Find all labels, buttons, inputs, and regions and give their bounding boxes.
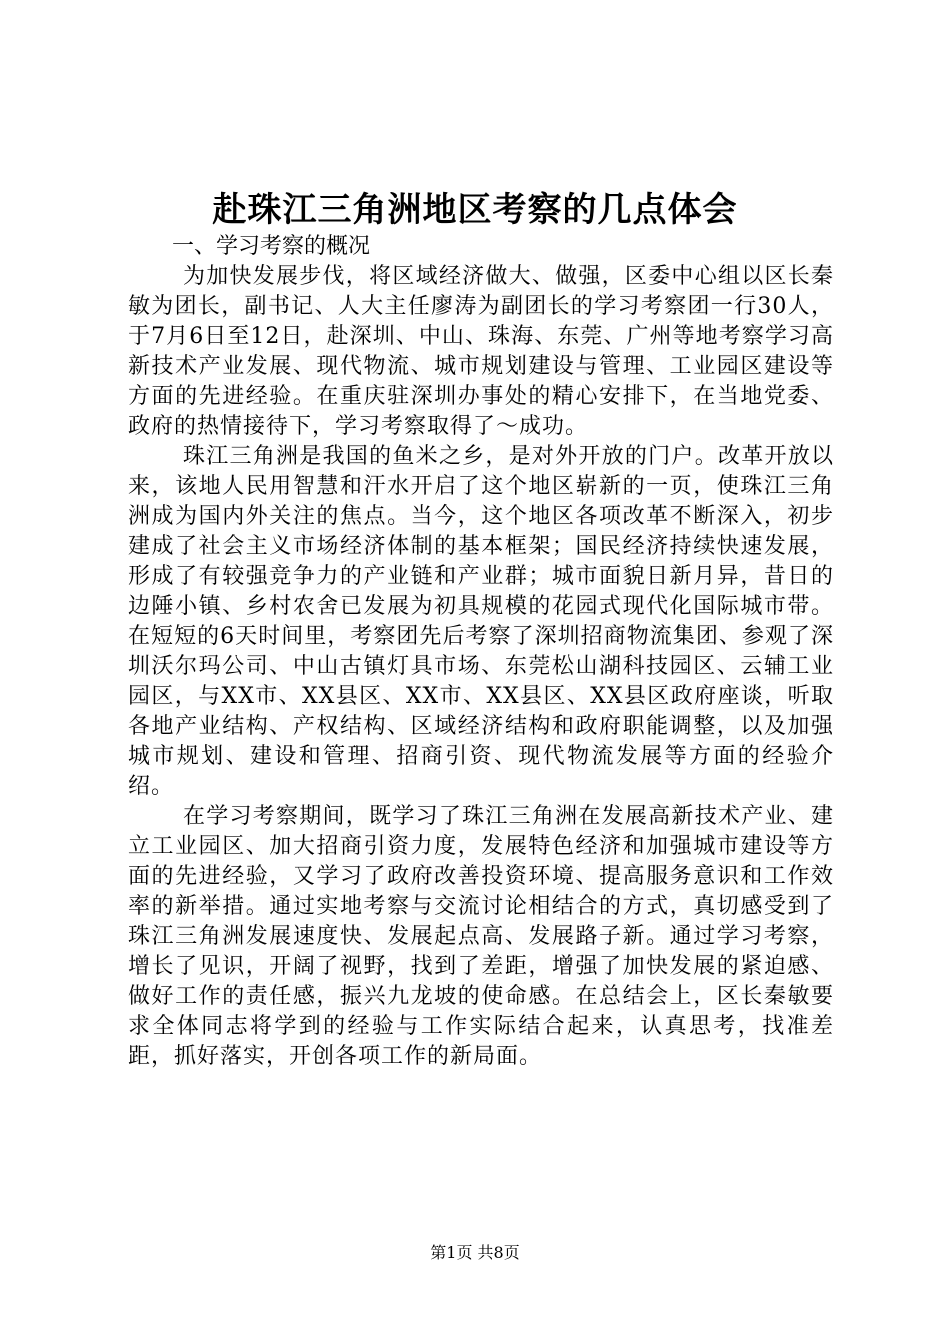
document-title: 赴珠江三角洲地区考察的几点体会 — [212, 190, 738, 230]
paragraph-study-period: 在学习考察期间，既学习了珠江三角洲在发展高新技术产业、建立工业园区、加大招商引资力度，发展特色经济和加强城市建设等方面的先进经验，又学习了政府改善投资环境、提高服务意识和工作效率的新举措。通过实地考察与交流讨论相结合的方式，真切感受到了珠江三角洲发展速度快、发展起点高、发展路子新。通过学习考察，增长了见识，开阔了视野，找到了差距，增强了加快发展的紧迫感、做好工作的责任感，振兴九龙坡的使命感。在总结会上，区长秦敏要求全体同志将学到的经验与工作实际结合起来，认真思考，找准差距，抓好落实，开创各项工作的新局面。 — [128, 804, 834, 1069]
page-number-footer: 第1页 共8页 — [430, 1243, 520, 1262]
paragraph-overview: 为加快发展步伐，将区域经济做大、做强，区委中心组以区长秦敏为团长，副书记、人大主任廖涛为副团长的学习考察团一行30人，于7月6日至12日，赴深圳、中山、珠海、东莞、广州等地考察学习高新技术产业发展、现代物流、城市规划建设与管理、工业园区建设等方面的先进经验。在重庆驻深圳办事处的精心安排下，在当地党委、政府的热情接待下，学习考察取得了～成功。 — [128, 264, 834, 439]
paragraph-pearl-river-delta: 珠江三角洲是我国的鱼米之乡，是对外开放的门户。改革开放以来，该地人民用智慧和汗水开启了这个地区崭新的一页，使珠江三角洲成为国内外关注的焦点。当今，这个地区各项改革不断深入，初步建成了社会主义市场经济体制的基本框架；国民经济持续快速发展，形成了有较强竞争力的产业链和产业群；城市面貌日新月异，昔日的边陲小镇、乡村农舍已发展为初具规模的花园式现代化国际城市带。在短短的6天时间里，考察团先后考察了深圳招商物流集团、参观了深圳沃尔玛公司、中山古镇灯具市场、东莞松山湖科技园区、云辅工业园区，与XX市、XX县区、XX市、XX县区、XX县区政府座谈，听取各地产业结构、产权结构、区域经济结构和政府职能调整，以及加强城市规划、建设和管理、招商引资、现代物流发展等方面的经验介绍。 — [128, 444, 834, 799]
document-body — [128, 232, 834, 1072]
section-heading: 一、学习考察的概况 — [172, 234, 371, 259]
